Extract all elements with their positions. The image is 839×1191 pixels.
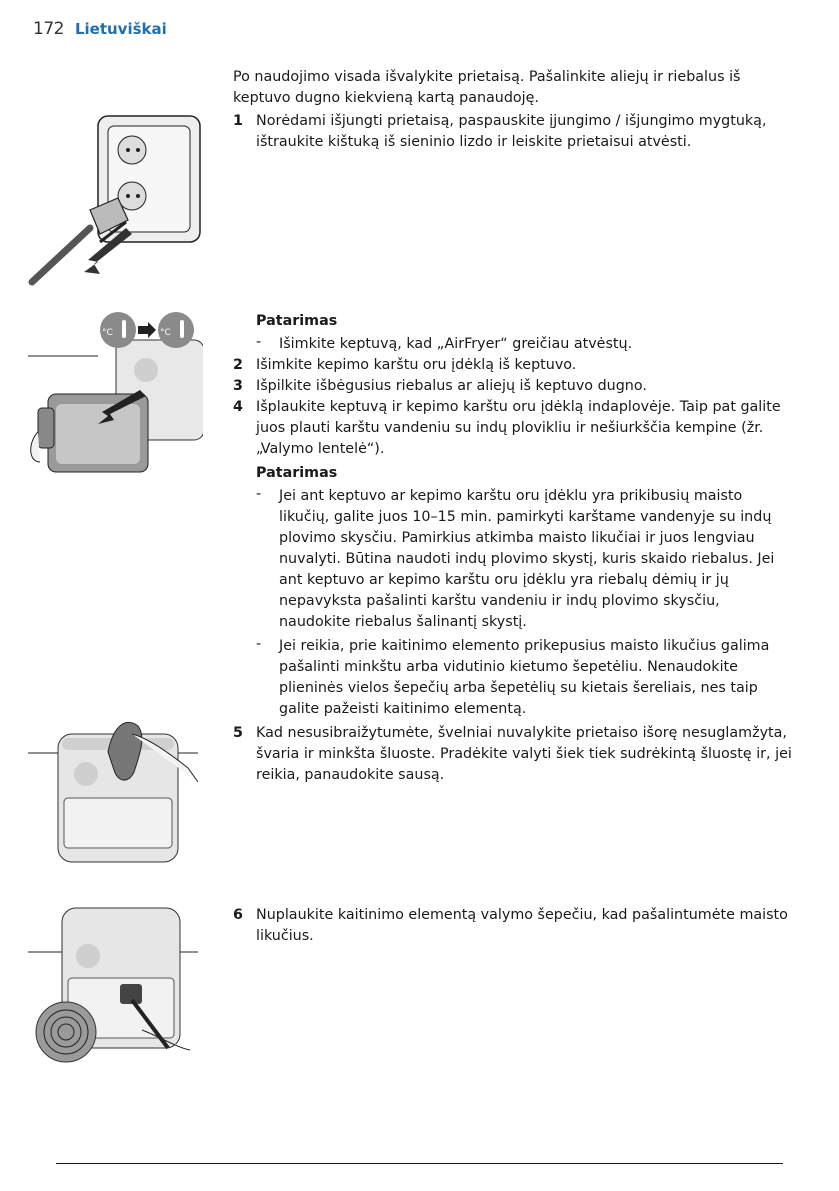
step-text: Nuplaukite kaitinimo elementą valymo šepečiu, kad pašalintumėte maisto likučius.: [256, 907, 788, 944]
step-5: [233, 723, 793, 786]
step-text: Norėdami išjungti prietaisą, paspauskite įjungimo / išjungimo mygtuką, ištraukite kištuką iš sieninio lizdo ir leiskite prietaisui atvėsti.: [256, 113, 767, 150]
step-2: [233, 355, 793, 376]
unplug-illustration: [28, 110, 203, 290]
tip-item: - Jei reikia, prie kaitinimo elemento prikepusius maisto likučius galima pašalinti minkštu arba vidutinio kietumo šepetėliu. Nenaudokite plieninės vielos šepečių arba šepetėlių su kietais šereliais, nes taip galite pažeisti kaitinimo elementą.: [256, 636, 770, 717]
step-number: 1: [233, 113, 243, 129]
step-1: [233, 111, 793, 153]
tip-item: - Jei ant keptuvo ar kepimo karštu oru įdėklu yra prikibusių maisto likučių, galite juos 10–15 min. pamirkyti karštame vandenyje su indų plovimo skysčiu. Pamirkius atkimba maisto likučiai ir juos lengviau nuvalyti. Būtina naudoti indų plovimo skystį, kuris skaido riebalus. Jei ant keptuvo ar kepimo karštu oru įdėklu yra riebalų dėmių ir jų nepavyksta pašalinti karštu vandeniu ir indų plovimo skysčiu, naudokite riebalus šalinantį skystį.: [256, 486, 775, 630]
tip-title: Patarimas: [256, 465, 338, 481]
temp-cool-label: °C: [160, 328, 171, 338]
step-number: 3: [233, 378, 243, 394]
wipe-exterior-illustration: [28, 712, 203, 872]
step-text: Išimkite kepimo karštu oru įdėklą iš keptuvo.: [256, 357, 577, 373]
step-text: Išplaukite keptuvą ir kepimo karštu oru įdėklą indaplovėje. Taip pat galite juos plauti karštu vandeniu su indų plovikliu ir nešiurkščia kempine (žr. „Valymo lentelė“).: [256, 399, 781, 457]
language-label: Lietuviškai: [74, 20, 167, 38]
step-4: [233, 397, 793, 460]
intro-text: Po naudojimo visada išvalykite prietaisą. Pašalinkite aliejų ir riebalus iš keptuvo dugno kiekvieną kartą panaudoję.: [233, 69, 741, 106]
tip-item: - Išimkite keptuvą, kad „AirFryer“ greičiau atvėstų.: [256, 334, 633, 352]
page-header: [33, 19, 167, 39]
temp-hot-label: °C: [102, 328, 113, 338]
step-number: 4: [233, 399, 243, 415]
intro-section: [233, 67, 793, 153]
footer-divider: [56, 1163, 783, 1164]
step-text: Kad nesusibraižytumėte, švelniai nuvalykite prietaiso išorę nesuglamžyta, švaria ir minkšta šluoste. Pradėkite valyti šiek tiek sudrėkintą šluostę ir, jei reikia, panaudokite sausą.: [256, 725, 792, 783]
step-6: [233, 905, 793, 947]
remove-pan-illustration: [28, 312, 203, 487]
brush-element-illustration: [28, 900, 203, 1080]
step-text: Išpilkite išbėgusius riebalus ar aliejų iš keptuvo dugno.: [256, 378, 647, 394]
page-number: 172: [33, 19, 64, 39]
step-6-section: [233, 905, 793, 947]
step-3: [233, 376, 793, 397]
step-number: 6: [233, 907, 243, 923]
step-number: 2: [233, 357, 243, 373]
tip-title: Patarimas: [256, 313, 338, 329]
cleaning-steps-section: [233, 311, 793, 786]
step-number: 5: [233, 725, 243, 741]
